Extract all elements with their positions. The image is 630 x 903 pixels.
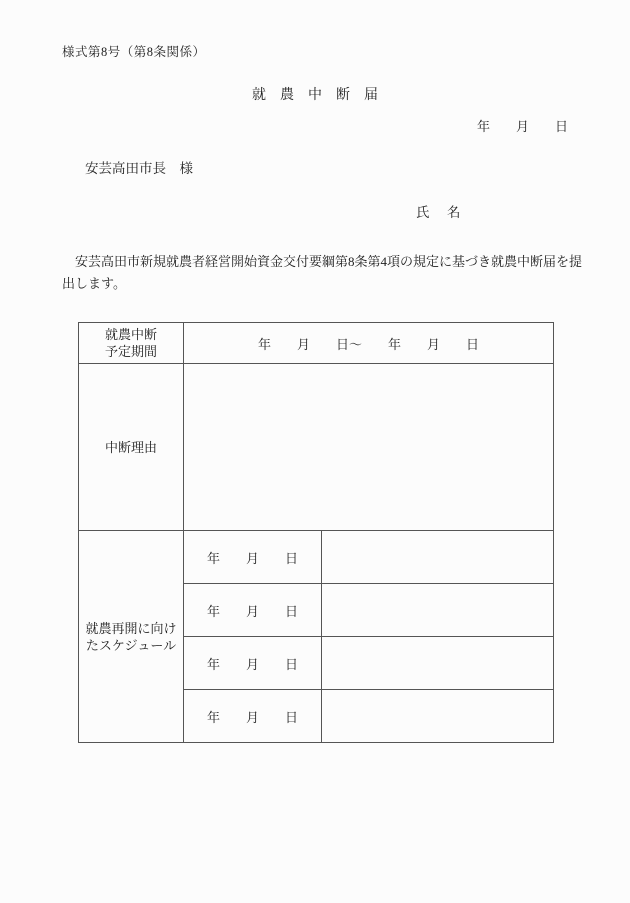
schedule-label-cell [79, 531, 184, 743]
schedule-content-cell-4 [322, 690, 554, 743]
schedule-date-cell-1: 年 月 日 [184, 531, 322, 584]
body-paragraph-line2: 出します。 [62, 276, 126, 291]
document-title: 就 農 中 断 届 [252, 88, 378, 103]
date-field: 年 月 日 [476, 119, 568, 134]
period-value-cell: 年 月 日～ 年 月 日 [184, 323, 554, 364]
schedule-content-cell-1 [322, 531, 554, 584]
reason-row [79, 364, 554, 531]
name-field-label: 氏 名 [416, 205, 463, 220]
period-label-line1: 就農中断 [104, 327, 157, 342]
schedule-content-cell-3 [322, 637, 554, 690]
schedule-date-cell-2: 年 月 日 [184, 584, 322, 637]
body-paragraph-line1: 安芸高田市新規就農者経営開始資金交付要綱第8条第4項の規定に基づき就農中断届を提 [62, 254, 583, 269]
schedule-row-1 [79, 531, 554, 584]
addressee-label: 安芸高田市長 様 [85, 161, 193, 176]
schedule-date-cell-4: 年 月 日 [184, 690, 322, 743]
schedule-content-cell-2 [322, 584, 554, 637]
reason-input-cell [184, 364, 554, 531]
reason-label-cell: 中断理由 [79, 364, 184, 531]
interruption-form-table [78, 322, 554, 743]
form-number-label: 様式第8号（第8条関係） [62, 45, 206, 59]
period-label-line2: 予定期間 [104, 344, 157, 359]
period-label-cell [79, 323, 184, 364]
schedule-label-line2: たスケジュール [85, 637, 177, 653]
body-paragraph [62, 251, 582, 295]
period-row [79, 323, 554, 364]
schedule-date-cell-3: 年 月 日 [184, 637, 322, 690]
schedule-label-line1: 就農再開に向け [85, 620, 177, 636]
